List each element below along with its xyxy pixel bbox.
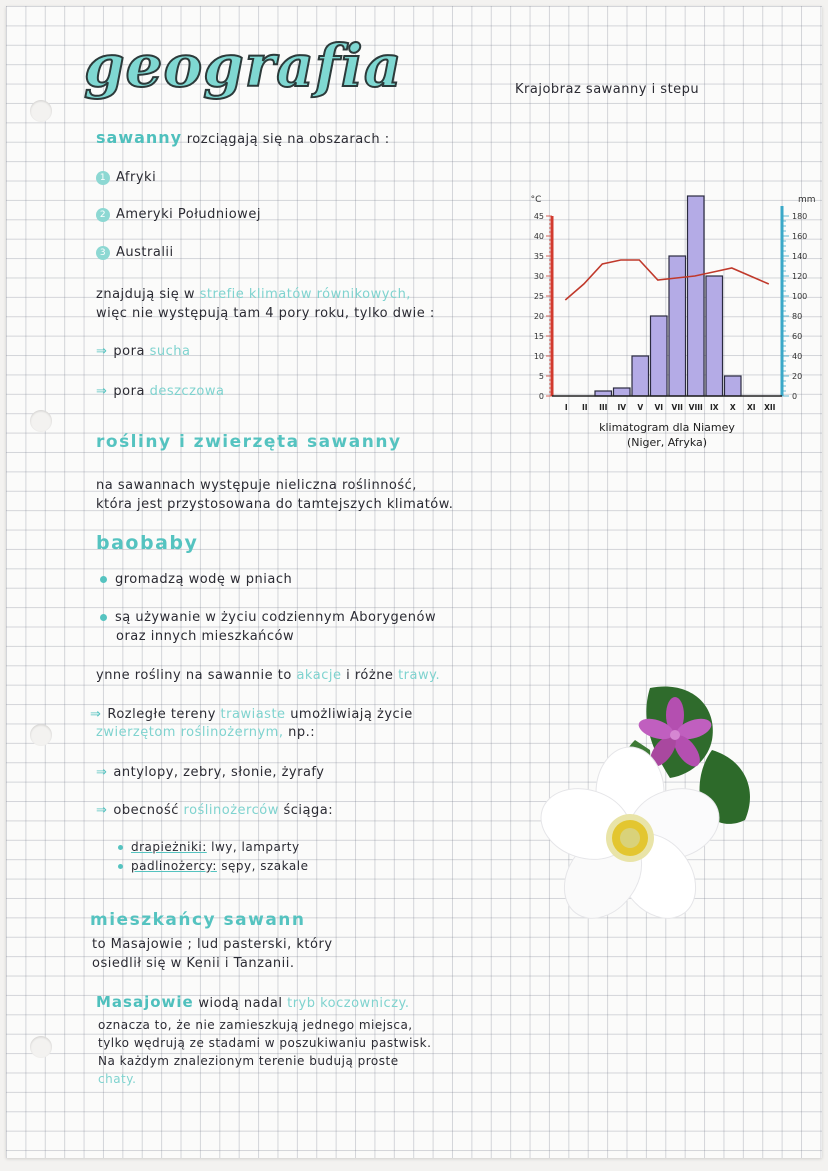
chart-title: klimatogram dla Niamey	[599, 421, 735, 434]
climate-line: więc nie występują tam 4 pory roku, tylko dwie :	[96, 306, 435, 321]
month-label: VIII	[688, 403, 703, 412]
text: np.:	[288, 725, 316, 740]
precip-tick-label: 140	[792, 252, 808, 261]
paragraph-line: oznacza to, że nie zamieszkują jednego miejsca,	[98, 1018, 413, 1032]
arrow-icon: ⇒	[96, 384, 108, 399]
paragraph-line: tylko wędrują ze stadami w poszukiwaniu pastwisk.	[98, 1036, 432, 1050]
highlight-text: zwierzętom roślinożernym,	[96, 725, 284, 740]
bullet-icon	[100, 576, 107, 583]
month-label: XII	[764, 403, 776, 412]
precip-tick-label: 40	[792, 352, 803, 361]
precip-axis-label: mm	[798, 195, 816, 205]
text: ynne rośliny na sawannie to	[96, 668, 292, 683]
climate-line	[96, 287, 411, 302]
bullet-icon	[118, 864, 123, 869]
precip-bar	[706, 276, 723, 396]
precip-bar	[725, 376, 742, 396]
value: sępy, szakale	[221, 859, 309, 873]
climate-chart	[512, 186, 822, 476]
highlight-text: trawiaste	[220, 707, 286, 722]
highlight-text: akacje	[296, 668, 342, 683]
text: obecność	[113, 803, 179, 818]
precip-bar	[632, 356, 649, 396]
season-item	[96, 344, 190, 359]
region-item	[96, 207, 261, 222]
baobab-point-cont: oraz innych mieszkańców	[116, 629, 295, 644]
axis-zero-label: 0	[792, 392, 798, 401]
temp-tick-label: 30	[533, 272, 544, 281]
keyword: Masajowie	[96, 993, 194, 1011]
punch-hole	[30, 100, 52, 122]
precip-tick-label: 100	[792, 292, 808, 301]
precip-bar	[651, 316, 668, 396]
temp-tick-label: 40	[533, 232, 544, 241]
temp-axis-label: °C	[530, 195, 542, 205]
precip-bar	[688, 196, 705, 396]
month-label: II	[581, 403, 588, 412]
punch-hole	[30, 724, 52, 746]
month-label: VI	[654, 403, 664, 412]
paragraph-line: Na każdym znalezionym terenie budują proste	[98, 1054, 399, 1068]
intro-keyword: sawanny	[96, 128, 183, 147]
highlight-text: sucha	[149, 344, 191, 359]
text: Rozległe tereny	[107, 707, 216, 722]
section-heading: rośliny i zwierzęta sawanny	[96, 432, 402, 452]
section-heading: mieszkańcy sawann	[90, 910, 306, 930]
month-label: III	[599, 403, 608, 412]
temp-tick-label: 20	[533, 312, 544, 321]
precip-tick-label: 180	[792, 212, 808, 221]
month-label: XI	[746, 403, 756, 412]
arrow-icon: ⇒	[96, 344, 108, 359]
text: umożliwiają życie	[290, 707, 413, 722]
arrow-icon: ⇒	[96, 765, 108, 780]
text: pora	[113, 384, 145, 399]
paragraph-line	[96, 668, 440, 683]
text: są używanie w życiu codziennym Aborygenów	[115, 610, 437, 625]
intro-text: rozciągają się na obszarach :	[186, 132, 390, 147]
temp-tick-label: 25	[533, 292, 544, 301]
precip-tick-label: 80	[792, 312, 803, 321]
region-item	[96, 170, 156, 185]
paragraph-line	[96, 725, 315, 740]
text: ściąga:	[283, 803, 334, 818]
page-title: geografia	[84, 32, 403, 100]
paragraph-line: która jest przystosowana do tamtejszych klimatów.	[96, 497, 454, 512]
text: antylopy, zebry, słonie, żyrafy	[113, 765, 325, 780]
season-item	[96, 384, 224, 399]
month-label: IX	[709, 403, 719, 412]
paragraph-line	[90, 707, 413, 722]
animals-line	[96, 765, 324, 780]
temp-line	[565, 260, 769, 300]
highlight-text: trawy.	[398, 668, 441, 683]
month-label: VII	[671, 403, 683, 412]
temp-tick-label: 45	[533, 212, 544, 221]
temp-tick-label: 10	[533, 352, 544, 361]
text: pora	[113, 344, 145, 359]
temp-tick-label: 15	[533, 332, 544, 341]
paragraph-line	[96, 993, 409, 1011]
highlight-text: roślinożerców	[183, 803, 279, 818]
text: i różne	[346, 668, 394, 683]
presence-line	[96, 803, 333, 818]
region-label: Australii	[116, 245, 174, 260]
temp-tick-label: 5	[538, 372, 544, 381]
region-label: Ameryki Południowej	[116, 207, 261, 222]
label: drapieżniki:	[131, 840, 207, 854]
punch-hole	[30, 410, 52, 432]
white-flower-icon	[540, 747, 728, 930]
temp-tick-label: 35	[533, 252, 544, 261]
paragraph-line: na sawannach występuje nieliczna roślinność,	[96, 478, 417, 493]
intro-line	[96, 128, 390, 147]
baobab-point	[100, 572, 292, 587]
highlight-text: strefie klimatów równikowych,	[199, 287, 411, 302]
pressed-flowers-image	[540, 680, 760, 930]
value: lwy, lamparty	[211, 840, 300, 854]
number-badge: 3	[96, 246, 110, 260]
subsection-heading: baobaby	[96, 532, 199, 554]
page-subtitle: Krajobraz sawanny i stepu	[515, 82, 700, 97]
text: znajdują się w	[96, 287, 195, 302]
precip-tick-label: 60	[792, 332, 803, 341]
paragraph-line: osiedlił się w Kenii i Tanzanii.	[92, 956, 295, 971]
arrow-icon: ⇒	[90, 707, 102, 722]
predator-item	[118, 840, 300, 854]
precip-tick-label: 20	[792, 372, 803, 381]
number-badge: 2	[96, 208, 110, 222]
precip-tick-label: 120	[792, 272, 808, 281]
precip-tick-label: 160	[792, 232, 808, 241]
highlight-text: tryb koczowniczy.	[287, 996, 410, 1011]
number-badge: 1	[96, 171, 110, 185]
axis-zero-label: 0	[538, 392, 544, 401]
baobab-point	[100, 610, 436, 625]
paragraph-line: to Masajowie ; lud pasterski, który	[92, 937, 333, 952]
month-label: V	[637, 403, 644, 412]
highlight-text: deszczowa	[149, 384, 225, 399]
text: gromadzą wodę w pniach	[115, 572, 293, 587]
predator-item	[118, 859, 308, 873]
precip-bar	[614, 388, 631, 396]
bullet-icon	[118, 845, 123, 850]
bullet-icon	[100, 614, 107, 621]
arrow-icon: ⇒	[96, 803, 108, 818]
month-label: X	[729, 403, 736, 412]
chart-subtitle: (Niger, Afryka)	[626, 436, 708, 449]
region-item	[96, 245, 174, 260]
month-label: I	[564, 403, 568, 412]
paragraph-line: chaty.	[98, 1072, 137, 1086]
label: padlinożercy:	[131, 859, 217, 873]
region-label: Afryki	[116, 170, 157, 185]
punch-hole	[30, 1036, 52, 1058]
month-label: IV	[617, 403, 627, 412]
text: wiodą nadal	[198, 996, 283, 1011]
